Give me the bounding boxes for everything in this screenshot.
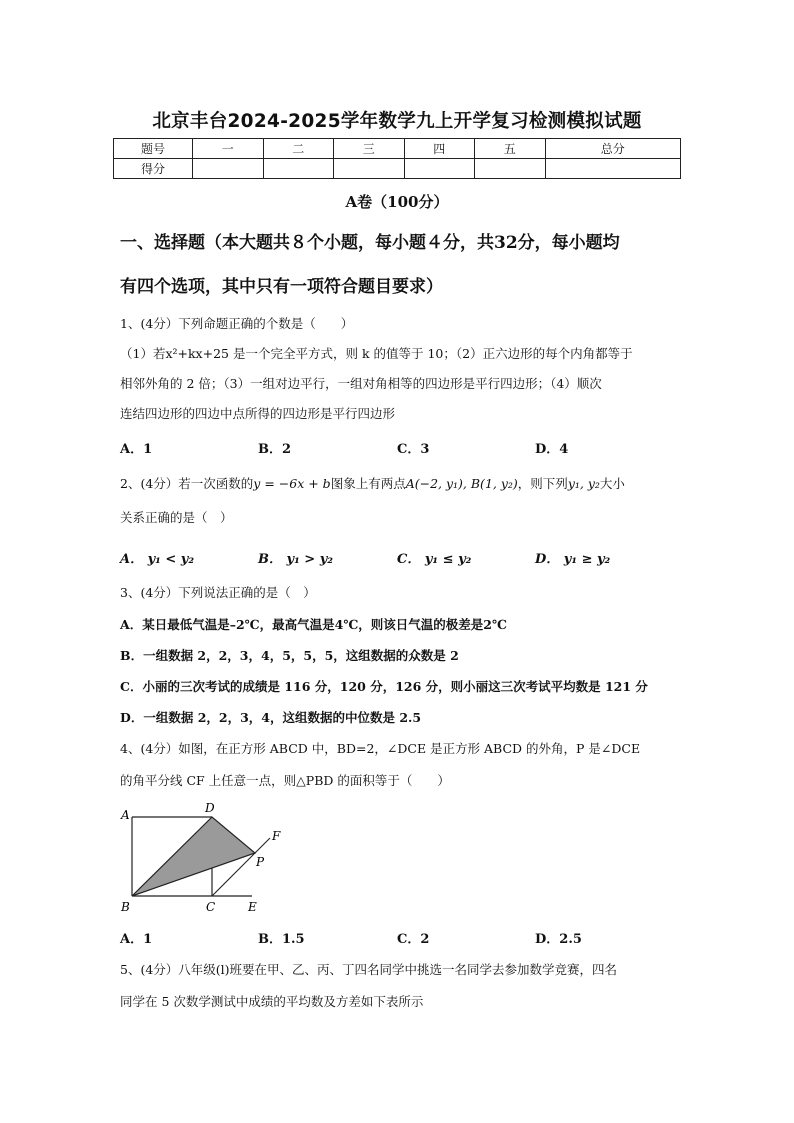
score-row-label: 得分	[114, 159, 193, 179]
q4-stem: 4、(4分）如图，在正方形 ABCD 中，BD=2，∠DCE 是正方形 ABCD 的外角，P 是∠DCE	[120, 741, 641, 756]
q3-option-d[interactable]: D．一组数据 2，2，3，4，这组数据的中位数是 2.5	[120, 710, 422, 725]
label-f: F	[272, 829, 281, 843]
q4-figure	[118, 800, 298, 920]
q2-option-a[interactable]: A． y₁ < y₂	[120, 552, 195, 567]
score-header-cell: 四	[404, 139, 475, 159]
triangle-pbd	[132, 817, 255, 896]
q3-stem: 3、(4分）下列说法正确的是（ ）	[120, 585, 316, 600]
q1-line: 连结四边形的四边中点所得的四边形是平行四边形	[120, 406, 396, 421]
q2-option-d[interactable]: D． y₁ ≥ y₂	[535, 552, 611, 567]
q2-points: A(−2, y₁), B(1, y₂)	[405, 476, 518, 491]
section-title: A卷（100分）	[345, 193, 449, 211]
score-cell[interactable]	[263, 159, 334, 179]
q1-option-b[interactable]: B．2	[258, 442, 292, 457]
q3-option-b[interactable]: B．一组数据 2，2，3，4，5，5，5，这组数据的众数是 2	[120, 648, 459, 663]
q1-line: 相邻外角的 2 倍；（3）一组对边平行，一组对角相等的四边形是平行四边形；（4）顺次	[120, 376, 602, 391]
label-e: E	[248, 900, 257, 914]
q4-line: 的角平分线 CF 上任意一点，则△PBD 的面积等于（ ）	[120, 773, 450, 788]
score-header-cell: 总分	[545, 139, 681, 159]
score-cell[interactable]	[193, 159, 264, 179]
q4-option-b[interactable]: B．1.5	[258, 932, 305, 947]
q2-mid2: ，则下列	[517, 476, 568, 491]
q4-option-d[interactable]: D．2.5	[535, 932, 582, 947]
q2-suffix: 大小	[599, 476, 625, 491]
score-table	[113, 138, 681, 179]
part-heading-cont: 有四个选项，其中只有一项符合题目要求）	[120, 277, 443, 297]
q5-line: 同学在 5 次数学测试中成绩的平均数及方差如下表所示	[120, 994, 424, 1009]
score-header-cell: 三	[334, 139, 405, 159]
score-header-cell: 二	[263, 139, 334, 159]
score-table-header-row	[114, 139, 681, 159]
q4-option-a[interactable]: A．1	[120, 932, 153, 947]
q3-option-c[interactable]: C．小丽的三次考试的成绩是 116 分，120 分，126 分，则小丽这三次考试平均数是 121 分	[120, 679, 648, 694]
score-table-score-row	[114, 159, 681, 179]
score-header-cell: 一	[193, 139, 264, 159]
score-cell[interactable]	[404, 159, 475, 179]
q2-option-b[interactable]: B． y₁ > y₂	[258, 552, 333, 567]
q1-option-d[interactable]: D．4	[535, 442, 569, 457]
q2-mid: 图象上有两点	[330, 476, 406, 491]
score-cell[interactable]	[545, 159, 681, 179]
q1-option-c[interactable]: C．3	[397, 442, 430, 457]
q2-option-c[interactable]: C． y₁ ≤ y₂	[397, 552, 472, 567]
q1-option-a[interactable]: A．1	[120, 442, 153, 457]
q1-line: （1）若x²+kx+25 是一个完全平方式，则 k 的值等于 10；（2）正六边形的每个内角都等于	[120, 346, 633, 361]
score-cell[interactable]	[334, 159, 405, 179]
label-c: C	[206, 900, 216, 914]
q2-prefix: 2、(4分）若一次函数的	[120, 476, 254, 491]
label-b: B	[121, 900, 130, 914]
label-a: A	[121, 808, 130, 822]
score-header-cell: 五	[475, 139, 546, 159]
label-p: P	[256, 855, 265, 869]
score-cell[interactable]	[475, 159, 546, 179]
q2-stem	[120, 476, 625, 492]
score-header-cell: 题号	[114, 139, 193, 159]
q1-stem: 1、(4分）下列命题正确的个数是（ ）	[120, 316, 354, 331]
q2-line: 关系正确的是（ ）	[120, 510, 233, 525]
q2-function: y = −6x + b	[253, 476, 331, 491]
q4-option-c[interactable]: C．2	[397, 932, 430, 947]
part-heading: 一、选择题（本大题共８个小题，每小题４分，共32分，每小题均	[120, 233, 620, 253]
q3-option-a[interactable]: A．某日最低气温是–2℃，最高气温是4℃，则该日气温的极差是2℃	[120, 617, 507, 632]
q5-stem: 5、(4分）八年级(l)班要在甲、乙、丙、丁四名同学中挑选一名同学去参加数学竞赛，四名	[120, 962, 618, 977]
label-d: D	[205, 801, 215, 815]
q2-vars: y₁, y₂	[567, 476, 600, 491]
page-title: 北京丰台2024-2025学年数学九上开学复习检测模拟试题	[152, 111, 642, 132]
